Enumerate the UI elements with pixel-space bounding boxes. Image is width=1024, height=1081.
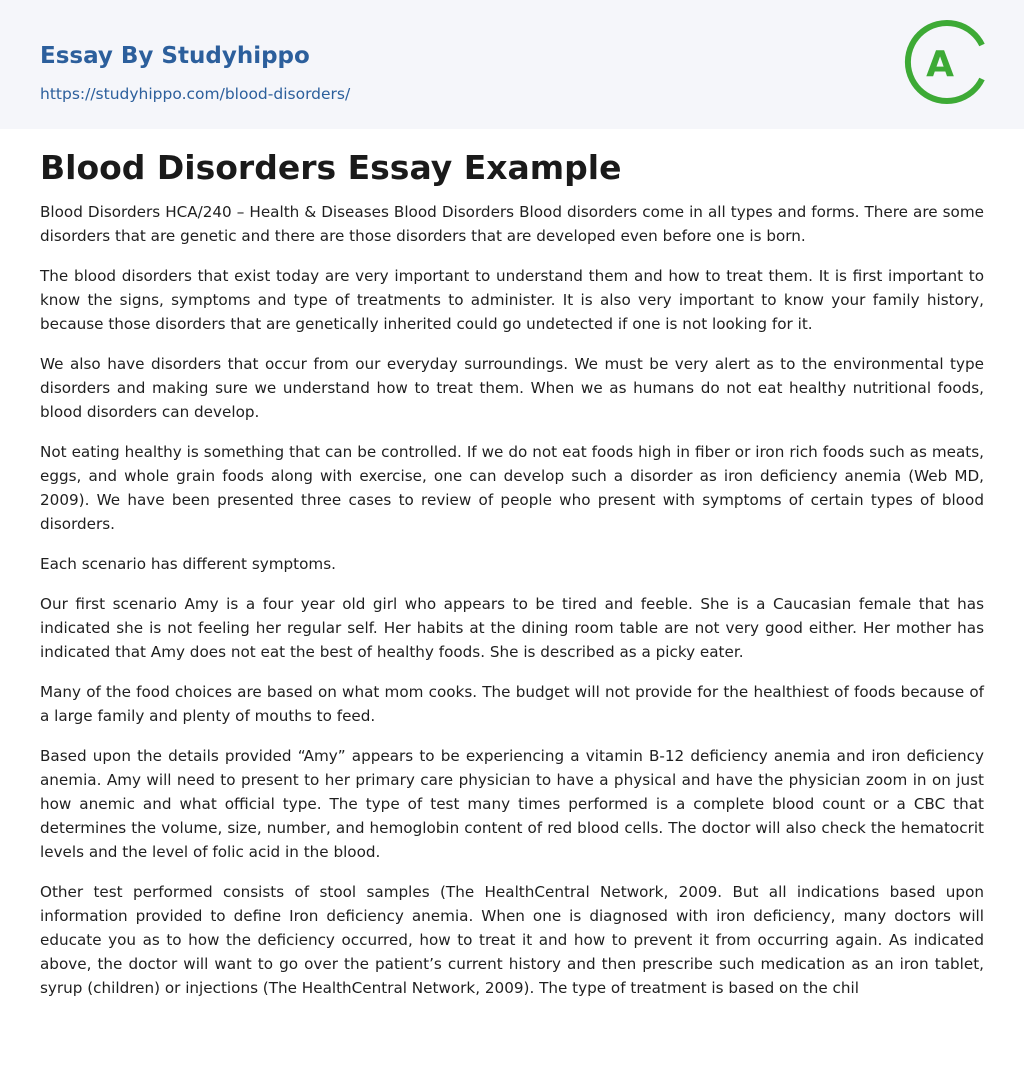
essay-paragraph: Each scenario has different symptoms. — [40, 555, 336, 573]
source-url-link[interactable]: https://studyhippo.com/blood-disorders/ — [40, 85, 351, 103]
essay-body — [40, 200, 984, 1000]
essay-paragraph: We also have disorders that occur from our everyday surroundings. We must be very alert as to the environmental type disorders and making sure we understand how to treat them. When we as humans do not eat healthy nutritional foods, blood disorders can develop. — [40, 355, 984, 421]
essay-paragraph: Other test performed consists of stool samples (The HealthCentral Network, 2009. But all indications based upon information provided to define Iron deficiency anemia. When one is diagnosed with iron deficiency, many doctors will educate you as to how the deficiency occurred, how to treat it and how to prevent it from occurring again. As indicated above, the doctor will want to go over the patient’s current history and then prescribe such medication as an iron tablet, syrup (children) or injections (The HealthCentral Network, 2009). The type of treatment is based on the chil — [40, 883, 984, 997]
essay-paragraph: Many of the food choices are based on what mom cooks. The budget will not provide for the healthiest of foods because of a large family and plenty of mouths to feed. — [40, 683, 984, 725]
essay-paragraph: Our first scenario Amy is a four year old girl who appears to be tired and feeble. She is a Caucasian female that has indicated she is not feeling her regular self. Her habits at the dining room table are not very good either. Her mother has indicated that Amy does not eat the best of healthy foods. She is described as a picky eater. — [40, 595, 984, 661]
essay-paragraph: The blood disorders that exist today are very important to understand them and how to treat them. It is first important to know the signs, symptoms and type of treatments to administer. It is also very important to know your family history, because those disorders that are genetically inherited could go undetected if one is not looking for it. — [40, 267, 984, 333]
studyhippo-logo-icon[interactable] — [904, 18, 988, 106]
site-header — [0, 0, 1024, 129]
essay-paragraph: Blood Disorders HCA/240 – Health & Diseases Blood Disorders Blood disorders come in all types and forms. There are some disorders that are genetic and there are those disorders that are developed even before one is born. — [40, 203, 984, 245]
brand-title: Essay By Studyhippo — [40, 43, 310, 69]
page-title: Blood Disorders Essay Example — [40, 148, 622, 187]
essay-paragraph: Based upon the details provided “Amy” appears to be experiencing a vitamin B-12 deficiency anemia and iron deficiency anemia. Amy will need to present to her primary care physician to have a physical and have the physician zoom in on just how anemic and what official type. The type of test many times performed is a complete blood count or a CBC that determines the volume, size, number, and hemoglobin content of red blood cells. The doctor will also check the hematocrit levels and the level of folic acid in the blood. — [40, 747, 984, 861]
essay-content — [40, 129, 984, 1016]
essay-paragraph: Not eating healthy is something that can be controlled. If we do not eat foods high in fiber or iron rich foods such as meats, eggs, and whole grain foods along with exercise, one can develop such a disorder as iron deficiency anemia (Web MD, 2009). We have been presented three cases to review of people who present with symptoms of certain types of blood disorders. — [40, 443, 984, 533]
logo-letter: A — [926, 44, 954, 85]
